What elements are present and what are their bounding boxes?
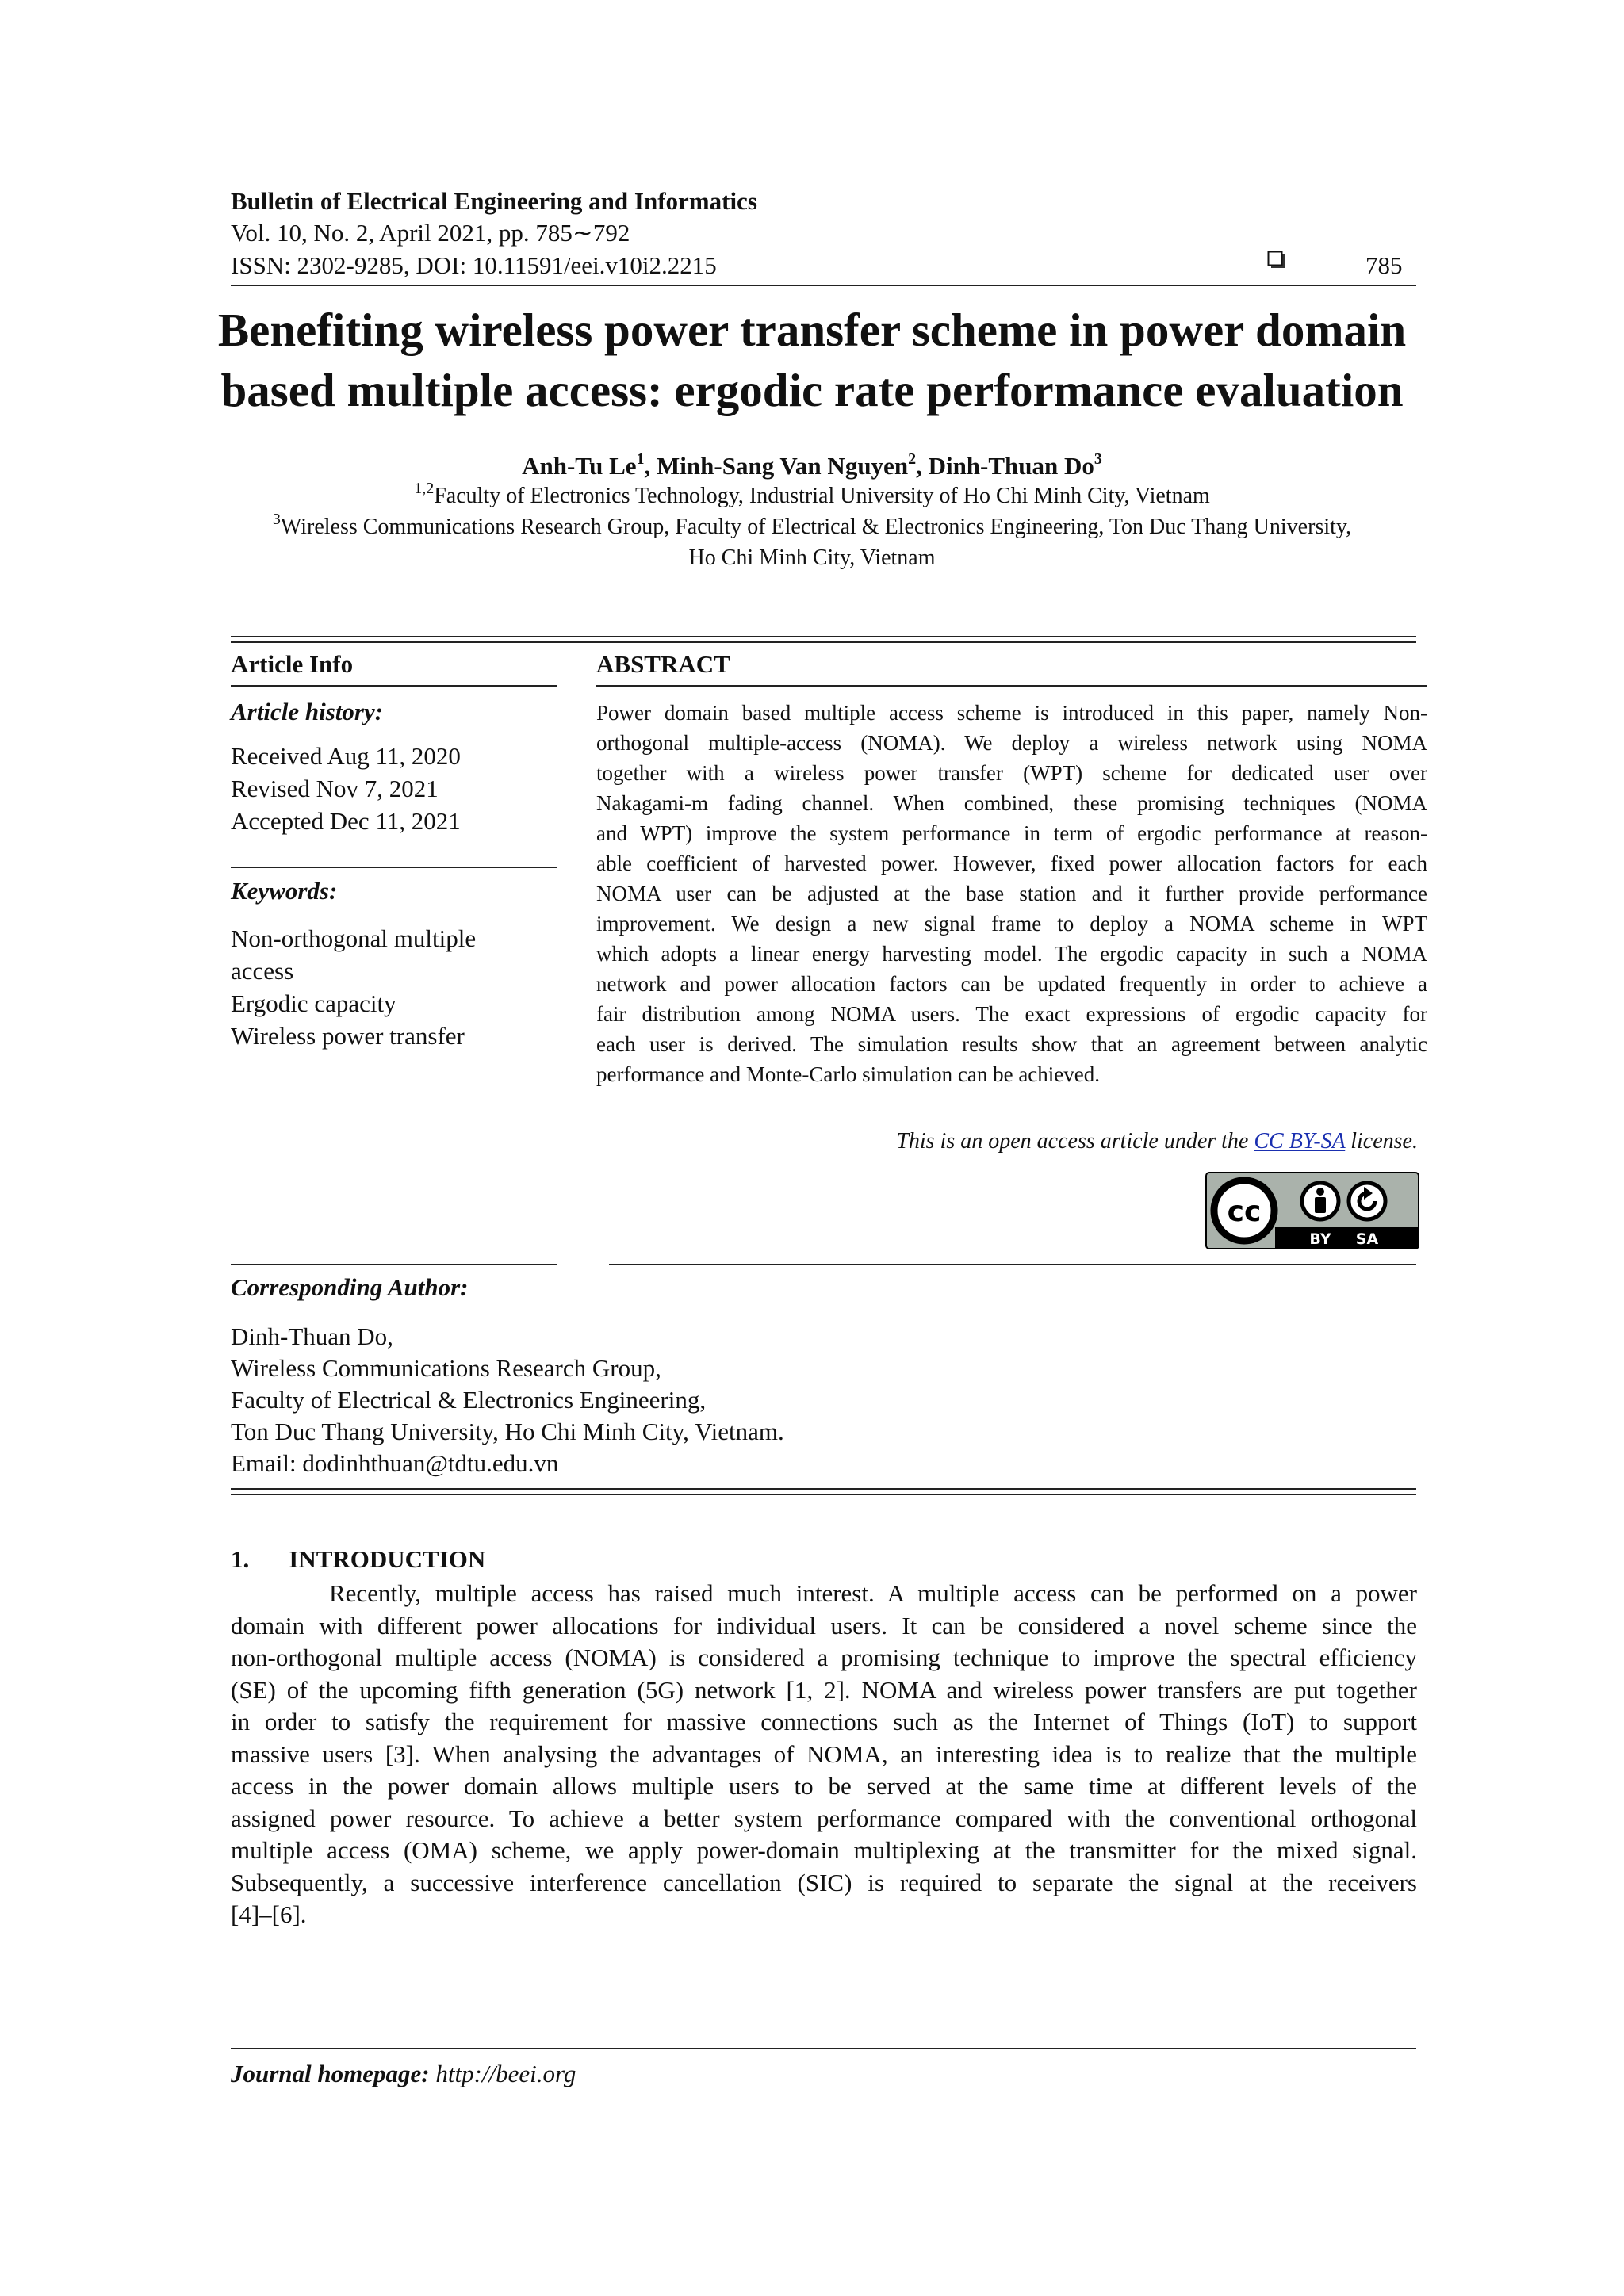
author-name: Minh-Sang Van Nguyen: [657, 452, 909, 480]
intro-line: non-orthogonal multiple access (NOMA) is considered a promising technique to improve the spectral efficiency: [231, 1644, 1417, 1671]
cc-by-sa-badge-icon[interactable]: [1205, 1172, 1419, 1249]
corresponding-rule-right: [609, 1264, 1416, 1265]
abstract-heading: ABSTRACT: [596, 650, 730, 678]
sa-badge-label: SA: [1355, 1230, 1379, 1248]
abstract-line: and WPT) improve the system performance in term of ergodic performance at reason-: [596, 821, 1427, 845]
license-suffix: license.: [1345, 1129, 1418, 1154]
paper-title: [190, 300, 1434, 420]
homepage-label: Journal homepage:: [231, 2060, 430, 2087]
introduction-heading: [231, 1545, 485, 1574]
info-top-rule: [231, 636, 1416, 637]
corresponding-line: Faculty of Electrical & Electronics Engineering,: [231, 1386, 707, 1414]
affiliation-text: Ho Chi Minh City, Vietnam: [688, 545, 936, 570]
introduction-body: [231, 1578, 1417, 1931]
abstract-line: fair distribution among NOMA users. The exact expressions of ergodic capacity for: [596, 1002, 1427, 1026]
keyword-item: Wireless power transfer: [231, 1022, 465, 1050]
author-sup: 1: [636, 450, 645, 468]
abstract-rule: [596, 685, 1427, 687]
intro-line: massive users [3]. When analysing the advantages of NOMA, an interesting idea is to realize that the multiple: [231, 1739, 1417, 1768]
homepage-url[interactable]: http://beei.org: [435, 2060, 576, 2087]
author-sup: 3: [1094, 450, 1102, 468]
header-rule: [231, 285, 1416, 286]
license-line: [596, 1129, 1418, 1154]
history-item: Received Aug 11, 2020: [231, 742, 461, 770]
volume-line: Vol. 10, No. 2, April 2021, pp. 785∼792: [231, 219, 630, 247]
affiliation: [190, 510, 1434, 540]
keyword-item: access: [231, 957, 294, 985]
author-name: Dinh-Thuan Do: [928, 452, 1094, 480]
box-bullet-icon: [1267, 251, 1286, 270]
corresponding-heading: Corresponding Author:: [231, 1273, 469, 1301]
abstract-line: each user is derived. The simulation results show that an agreement between analytic: [596, 1032, 1427, 1056]
abstract-line: orthogonal multiple-access (NOMA). We deploy a wireless network using NOMA: [596, 731, 1427, 755]
license-link[interactable]: CC BY-SA: [1254, 1129, 1346, 1154]
cc-badge-label: cc: [1227, 1196, 1262, 1228]
corresponding-rule-left: [231, 1264, 557, 1265]
license-prefix: This is an open access article under the: [896, 1129, 1254, 1154]
affiliation: [190, 479, 1434, 509]
keywords-rule: [231, 867, 557, 868]
section-title: INTRODUCTION: [289, 1545, 486, 1573]
abstract-line: Nakagami-m fading channel. When combined, these promising techniques (NOMA: [596, 791, 1427, 815]
info-top-rule: [231, 641, 1416, 643]
journal-homepage: [231, 2060, 576, 2088]
affiliation-text: Faculty of Electronics Technology, Industrial University of Ho Chi Minh City, Vietnam: [434, 484, 1210, 508]
article-info-heading: Article Info: [231, 650, 354, 678]
author-list: Anh-Tu Le$^1$, Minh-Sang Van Nguyen$^2$, Dinh-Thuan Do$^3$: [522, 450, 1102, 480]
issn-doi-line: ISSN: 2302-9285, DOI: 10.11591/eei.v10i2.2215: [231, 251, 717, 279]
intro-line: domain with different power allocations for individual users. It can be considered a novel scheme since the: [231, 1611, 1417, 1640]
intro-line: [4]–[6].: [231, 1900, 307, 1928]
corresponding-line: Wireless Communications Research Group,: [231, 1354, 661, 1382]
corresponding-line: Ton Duc Thang University, Ho Chi Minh City, Vietnam.: [231, 1418, 784, 1445]
history-item: Accepted Dec 11, 2021: [231, 807, 461, 835]
abstract-line: network and power allocation factors can be updated frequently in order to achieve a: [596, 972, 1427, 996]
intro-line: assigned power resource. To achieve a better system performance compared with the conventional orthogonal: [231, 1804, 1417, 1832]
intro-line: (SE) of the upcoming fifth generation (5G) network [1, 2]. NOMA and wireless power transfers are put together: [231, 1675, 1417, 1704]
keyword-list: [231, 922, 476, 1052]
keyword-item: Ergodic capacity: [231, 989, 396, 1017]
abstract-line: performance and Monte-Carlo simulation can be achieved.: [596, 1062, 1101, 1086]
abstract-line: improvement. We design a new signal frame to deploy a NOMA scheme in WPT: [596, 912, 1427, 936]
affiliation-sup: 3: [272, 510, 281, 528]
footer-rule: [231, 2048, 1416, 2049]
intro-line: access in the power domain allows multiple users to be served at the same time at different levels of the: [231, 1772, 1417, 1800]
author-name: Anh-Tu Le: [522, 452, 637, 480]
history-list: [231, 740, 461, 837]
abstract-body: [596, 698, 1427, 1089]
affiliation: [190, 545, 1434, 571]
abstract-line: Power domain based multiple access scheme is introduced in this paper, namely Non-: [596, 701, 1427, 725]
corresponding-bottom-rule: [231, 1488, 1416, 1490]
abstract-line: together with a wireless power transfer (WPT) scheme for dedicated user over: [596, 761, 1427, 785]
affiliation-sup: 1,2: [414, 479, 435, 497]
history-heading: Article history:: [231, 698, 384, 725]
section-number: 1.: [231, 1545, 250, 1573]
by-badge-label: BY: [1309, 1230, 1331, 1248]
abstract-line: able coefficient of harvested power. However, fixed power allocation factors for each: [596, 851, 1427, 875]
article-info-rule: [231, 685, 557, 687]
corresponding-email: Email: dodinhthuan@tdtu.edu.vn: [231, 1449, 559, 1477]
corresponding-bottom-rule: [231, 1494, 1416, 1495]
title-line: based multiple access: ergodic rate performance evaluation: [220, 364, 1404, 416]
page-number: 785: [1365, 251, 1403, 279]
corresponding-body: [231, 1321, 1262, 1479]
intro-line: in order to satisfy the requirement for massive connections such as the Internet of Things (IoT) to support: [231, 1708, 1417, 1735]
history-item: Revised Nov 7, 2021: [231, 775, 439, 802]
title-line: Benefiting wireless power transfer scheme in power domain: [217, 304, 1407, 356]
intro-line: multiple access (OMA) scheme, we apply power-domain multiplexing at the transmitter for the mixed signal.: [231, 1836, 1417, 1864]
keywords-heading: Keywords:: [231, 877, 338, 905]
intro-line: Recently, multiple access has raised much interest. A multiple access can be performed on a power: [329, 1579, 1417, 1607]
affiliation-text: Wireless Communications Research Group, Faculty of Electrical & Electronics Engineering, Ton Duc Thang University,: [280, 515, 1352, 539]
abstract-line: NOMA user can be adjusted at the base station and it further provide performance: [596, 882, 1427, 905]
journal-name: Bulletin of Electrical Engineering and Informatics: [231, 187, 757, 215]
abstract-line: which adopts a linear energy harvesting model. The ergodic capacity in such a NOMA: [596, 942, 1427, 966]
keyword-item: Non-orthogonal multiple: [231, 924, 477, 952]
intro-line: Subsequently, a successive interference cancellation (SIC) is required to separate the signal at the receivers: [231, 1868, 1417, 1896]
corresponding-line: Dinh-Thuan Do,: [231, 1322, 393, 1350]
author-sup: 2: [908, 450, 917, 468]
